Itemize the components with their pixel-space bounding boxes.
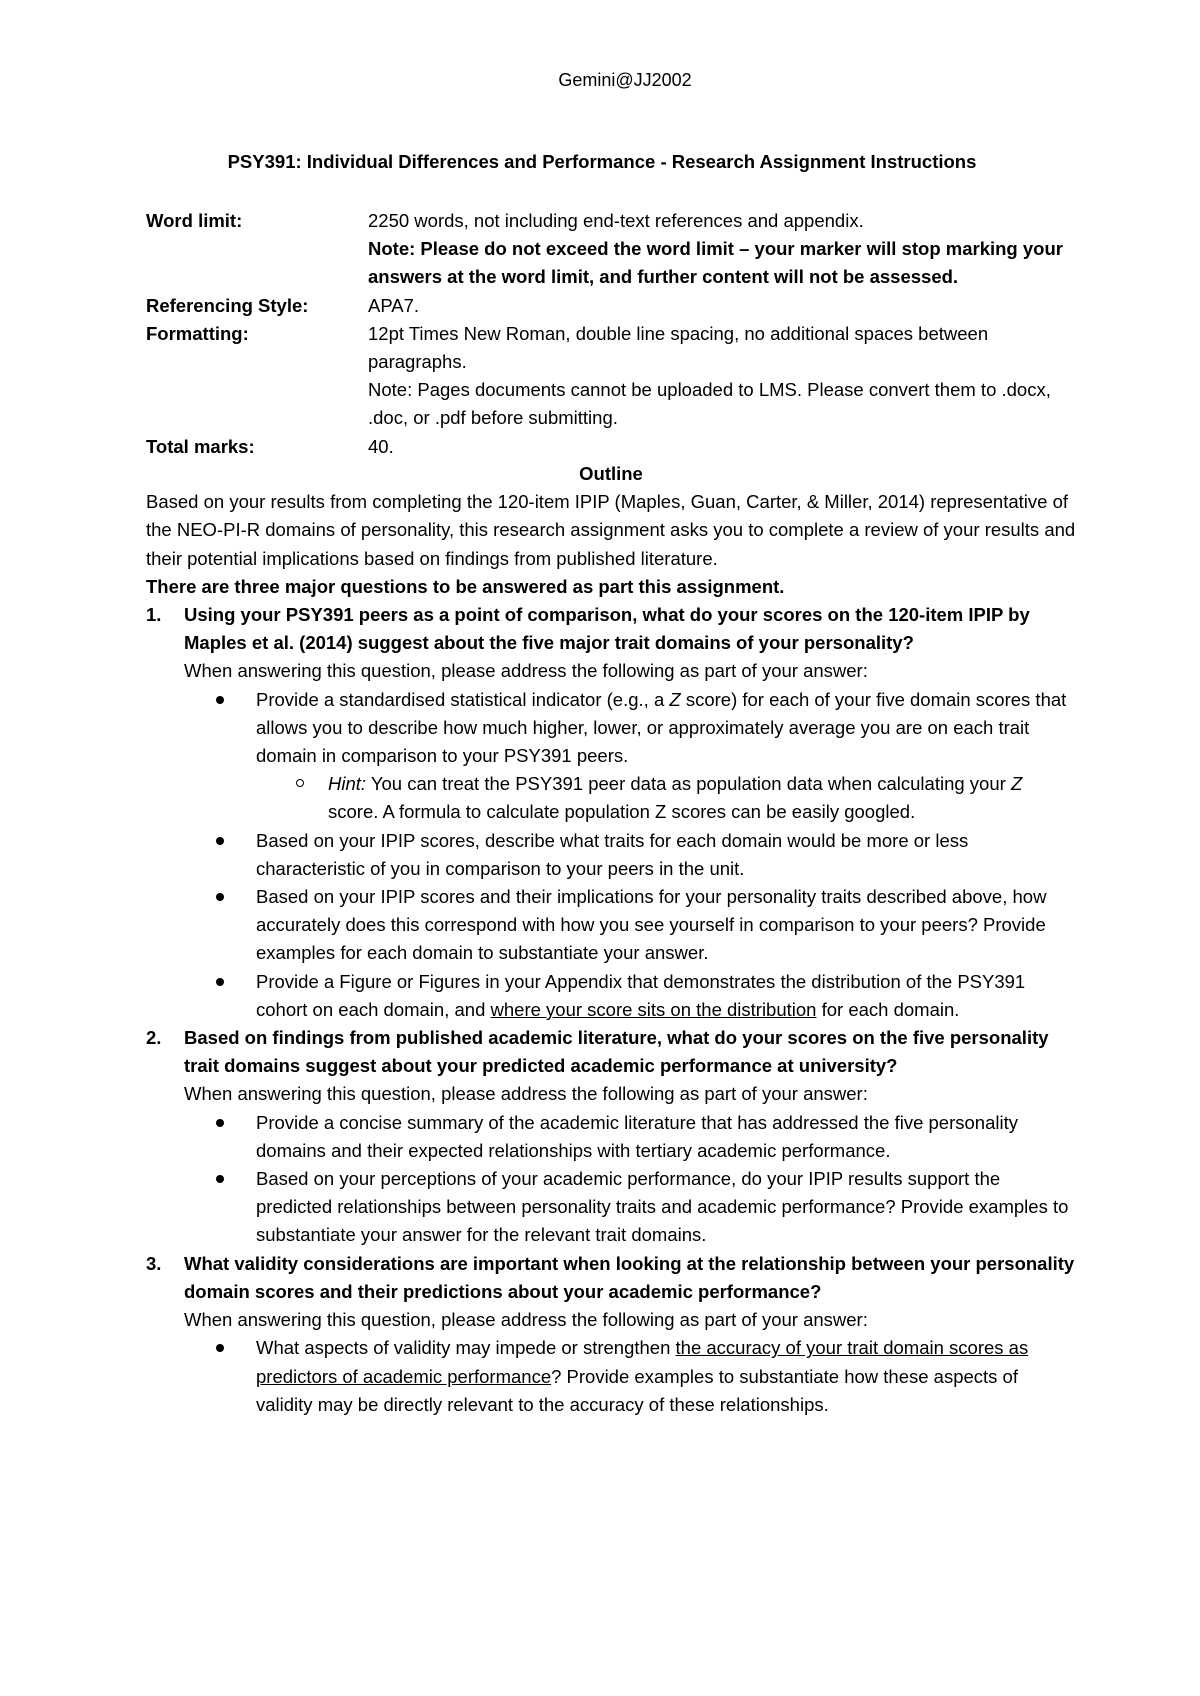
bullet-item: Based on your perceptions of your academic performance, do your IPIP results support the predicted relationships between personality traits and academic performance? Provide examples to substantiate your answer for the relevant trait domains. bbox=[256, 1165, 1076, 1250]
question-item-3 bbox=[146, 1250, 1076, 1419]
question-text: What validity considerations are important when looking at the relationship between your personality domain scores and their predictions about your academic performance? bbox=[184, 1252, 1075, 1302]
question-lead: When answering this question, please address the following as part of your answer: bbox=[184, 1083, 868, 1105]
question-list bbox=[146, 601, 1076, 1419]
bullet-item: Provide a standardised statistical indicator (e.g., a Z score) for each of your five domain scores that allows you to describe how much higher, lower, or approximately average you are on each trait domain in comparison to your PSY391 peers. Hint: You can treat the PSY391 peer data as population data when calculating your Z score. A formula to calculate population Z scores can be easily googled. bbox=[256, 686, 1076, 827]
referencing-label: Referencing Style: bbox=[146, 294, 309, 316]
document-title: PSY391: Individual Differences and Performance - Research Assignment Instructions bbox=[227, 151, 977, 172]
question-item-1 bbox=[146, 601, 1076, 1024]
bullet-icon bbox=[216, 893, 224, 901]
bullet-icon bbox=[216, 1175, 224, 1183]
outline-heading: Outline bbox=[579, 463, 643, 484]
question-lead: When answering this question, please address the following as part of your answer: bbox=[184, 660, 868, 682]
meta-row-formatting bbox=[146, 320, 1076, 433]
question-number: 2. bbox=[146, 1027, 162, 1049]
bullet-item: Based on your IPIP scores, describe what traits for each domain would be more or less characteristic of you in comparison to your peers in the unit. bbox=[256, 827, 1076, 883]
question-lead: When answering this question, please address the following as part of your answer: bbox=[184, 1309, 868, 1331]
formatting-note: Note: Pages documents cannot be uploaded to LMS. Please convert them to .docx, .doc, or .pdf before submitting. bbox=[368, 379, 1051, 429]
bullet-item: Provide a Figure or Figures in your Appendix that demonstrates the distribution of the PSY391 cohort on each domain, and where your score sits on the distribution for each domain. bbox=[256, 968, 1076, 1024]
bullet-list bbox=[184, 1334, 1076, 1419]
question-item-2 bbox=[146, 1024, 1076, 1250]
bullet-icon bbox=[216, 1344, 224, 1352]
outline-intro: Based on your results from completing the 120-item IPIP (Maples, Guan, Carter, & Miller, 2014) representative of the NEO-PI-R domains of personality, this research assignment asks you to complete a review of your results and their potential implications based on findings from published literature. bbox=[146, 491, 1076, 569]
total-marks-label: Total marks: bbox=[146, 435, 255, 457]
question-text: Using your PSY391 peers as a point of comparison, what do your scores on the 120-item IPIP by Maples et al. (2014) suggest about the five major trait domains of your personality? bbox=[184, 604, 1030, 654]
circle-bullet-icon bbox=[296, 779, 304, 787]
outline-section bbox=[146, 460, 1076, 1419]
assignment-meta bbox=[146, 207, 1076, 461]
page-header: Gemini@JJ2002 bbox=[558, 70, 692, 90]
word-limit-label: Word limit: bbox=[146, 210, 243, 231]
meta-row-word-limit bbox=[146, 207, 1076, 292]
major-questions-statement: There are three major questions to be answered as part this assignment. bbox=[146, 575, 785, 597]
hint-label: Hint: bbox=[328, 773, 367, 795]
bullet-list bbox=[184, 1109, 1076, 1250]
question-text: Based on findings from published academic literature, what do your scores on the five personality trait domains suggest about your predicted academic performance at university? bbox=[184, 1027, 1049, 1077]
word-limit-note: Note: Please do not exceed the word limit – your marker will stop marking your answers at the word limit, and further content will not be assessed. bbox=[368, 238, 1063, 288]
meta-row-total-marks bbox=[146, 433, 1076, 461]
meta-row-referencing bbox=[146, 292, 1076, 320]
formatting-label: Formatting: bbox=[146, 322, 249, 344]
bullet-item: Provide a concise summary of the academic literature that has addressed the five personality domains and their expected relationships with tertiary academic performance. bbox=[256, 1109, 1076, 1165]
word-limit-value: 2250 words, not including end-text references and appendix. bbox=[368, 210, 864, 231]
bullet-icon bbox=[216, 837, 224, 845]
bullet-list bbox=[184, 686, 1076, 1024]
sub-bullet-list bbox=[256, 770, 1076, 826]
bullet-item: Based on your IPIP scores and their implications for your personality traits described above, how accurately does this correspond with how you see yourself in comparison to your peers? Provide examples for each domain to substantiate your answer. bbox=[256, 883, 1076, 968]
sub-bullet-item: Hint: You can treat the PSY391 peer data as population data when calculating your Z score. A formula to calculate population Z scores can be easily googled. bbox=[328, 770, 1076, 826]
formatting-value: 12pt Times New Roman, double line spacing, no additional spaces between paragraphs. bbox=[368, 322, 989, 373]
bullet-icon bbox=[216, 696, 224, 704]
referencing-value: APA7. bbox=[368, 294, 420, 316]
bullet-icon bbox=[216, 1119, 224, 1127]
bullet-item: What aspects of validity may impede or strengthen the accuracy of your trait domain scores as predictors of academic performance? Provide examples to substantiate how these aspects of validity may be directly relevant to the accuracy of these relationships. bbox=[256, 1334, 1076, 1419]
question-number: 3. bbox=[146, 1252, 162, 1274]
question-number: 1. bbox=[146, 604, 162, 626]
total-marks-value: 40. bbox=[368, 435, 394, 457]
bullet-icon bbox=[216, 978, 224, 986]
